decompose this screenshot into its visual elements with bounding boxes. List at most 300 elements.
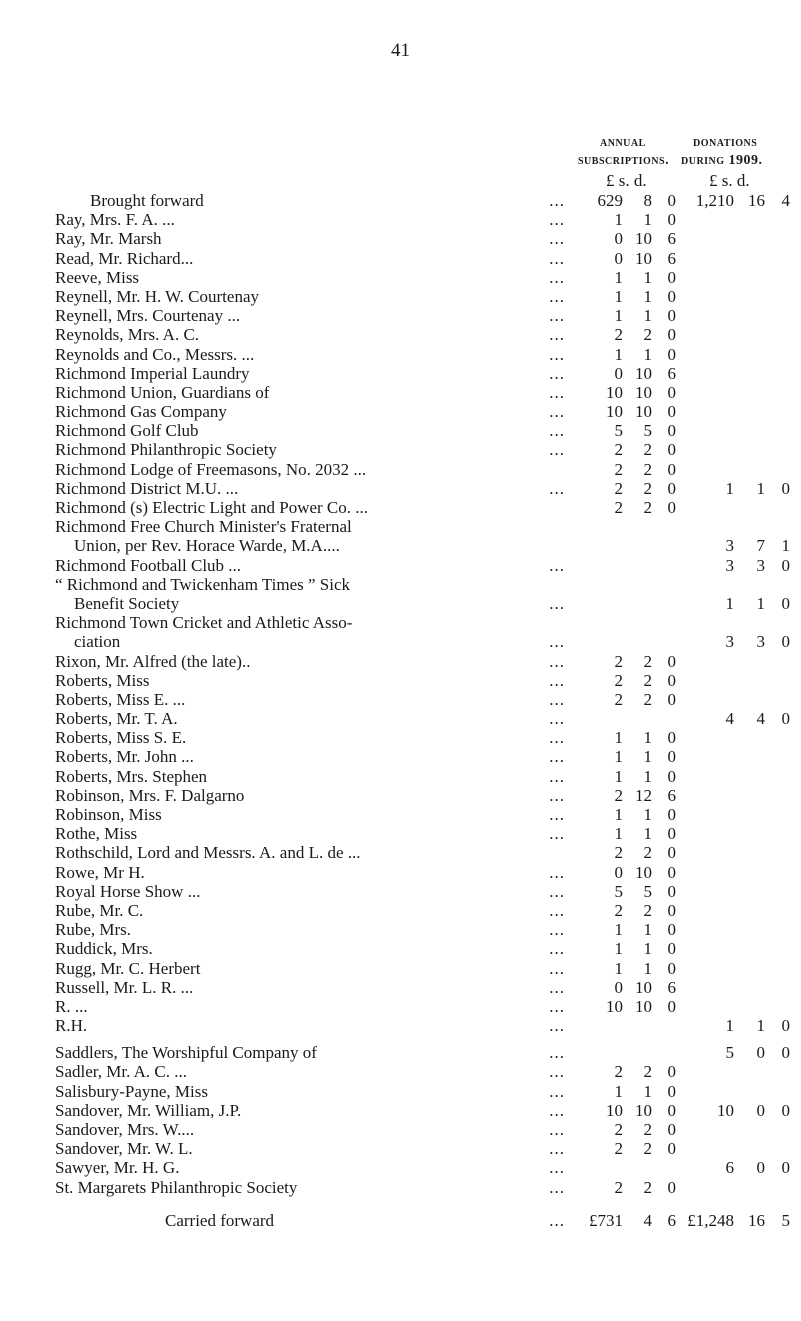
- donation-pence: 0: [781, 593, 790, 613]
- ledger-row: [0, 479, 801, 498]
- subscription-pounds: 1: [614, 958, 623, 978]
- donation-shillings: 0: [756, 1100, 765, 1120]
- subscription-pounds: 1: [614, 344, 623, 364]
- subscription-shillings: 5: [643, 421, 652, 441]
- subscription-pounds: 1: [614, 824, 623, 844]
- subscription-pounds: 0: [614, 229, 623, 249]
- subscription-pence: 0: [667, 286, 676, 306]
- subscription-shillings: 8: [643, 191, 652, 210]
- ledger-row: [0, 747, 801, 766]
- dot-leader: ...: [549, 402, 565, 422]
- donation-pence: 0: [781, 555, 790, 575]
- dot-leader: ...: [549, 900, 565, 920]
- subscriber-name: Reynell, Mr. H. W. Courtenay: [55, 286, 259, 306]
- dot-leader: ...: [549, 862, 565, 882]
- subscription-pence: 0: [667, 766, 676, 786]
- subscription-shillings: 1: [643, 286, 652, 306]
- subscription-pounds: 0: [614, 363, 623, 383]
- donation-shillings: 7: [756, 536, 765, 556]
- subscription-pence: 0: [667, 402, 676, 422]
- subscription-shillings: 1: [643, 939, 652, 959]
- subscription-shillings: 10: [635, 1100, 652, 1120]
- subscriber-name: Richmond Philanthropic Society: [55, 440, 277, 460]
- subscription-shillings: 2: [643, 651, 652, 671]
- subscription-pounds: 629: [597, 191, 623, 210]
- dot-leader: ...: [549, 191, 565, 210]
- donation-pounds: 6: [725, 1158, 734, 1178]
- subscription-pounds: 2: [614, 1062, 623, 1082]
- donation-pounds: 3: [725, 632, 734, 652]
- subscriber-name: Richmond Lodge of Freemasons, No. 2032 ...: [55, 459, 367, 479]
- section-spacer: [0, 1035, 801, 1043]
- subscription-pounds: 1: [614, 805, 623, 824]
- subscription-pence: 0: [667, 939, 676, 959]
- subscriber-name: Rugg, Mr. C. Herbert: [55, 958, 201, 978]
- ledger-row: [0, 959, 801, 978]
- subscription-pounds: 2: [614, 1177, 623, 1197]
- subscription-shillings: 10: [635, 363, 652, 383]
- donation-shillings: 3: [756, 555, 765, 575]
- subscription-pence: 0: [667, 651, 676, 671]
- dot-leader: ...: [549, 1016, 565, 1036]
- page-number: 41: [391, 40, 410, 61]
- ledger-row: [0, 287, 801, 306]
- subscription-shillings: 4: [643, 1210, 652, 1230]
- subscription-shillings: 1: [643, 766, 652, 786]
- subscription-shillings: 2: [643, 478, 652, 498]
- subscription-pounds: 2: [614, 651, 623, 671]
- subscription-shillings: 1: [643, 210, 652, 230]
- subscriber-name: Sawyer, Mr. H. G.: [55, 1158, 180, 1178]
- ledger-row: [0, 306, 801, 325]
- ledger-row: [0, 594, 801, 613]
- dot-leader: ...: [549, 747, 565, 767]
- dot-leader: ...: [549, 1120, 565, 1139]
- dot-leader: ...: [549, 344, 565, 364]
- dot-leader: ...: [549, 958, 565, 978]
- ledger-row: [0, 939, 801, 958]
- subscriber-name: Robinson, Miss: [55, 805, 162, 824]
- subscription-pence: 0: [667, 344, 676, 364]
- dot-leader: ...: [549, 382, 565, 402]
- ledger-row: [0, 556, 801, 575]
- subscription-pence: 0: [667, 325, 676, 345]
- subscription-pounds: 2: [614, 689, 623, 709]
- donations-currency-header: £ s. d.: [709, 171, 750, 190]
- dot-leader: ...: [549, 824, 565, 844]
- donation-shillings: 1: [756, 1016, 765, 1036]
- ledger-row: [0, 709, 801, 728]
- subscriber-name: Roberts, Mr. T. A.: [55, 709, 178, 729]
- subscriber-name: St. Margarets Philanthropic Society: [55, 1177, 298, 1197]
- dot-leader: ...: [549, 939, 565, 959]
- ledger-row: [0, 843, 801, 862]
- subscriber-name: Ray, Mrs. F. A. ...: [55, 210, 175, 230]
- dot-leader: ...: [549, 306, 565, 326]
- subscriber-name: Roberts, Mrs. Stephen: [55, 766, 208, 786]
- subscription-pounds: 1: [614, 210, 623, 230]
- subscription-pounds: 2: [614, 498, 623, 517]
- ledger-row: [0, 805, 801, 824]
- subscription-shillings: 10: [635, 862, 652, 882]
- dot-leader: ...: [549, 1177, 565, 1197]
- subscription-pounds: 1: [614, 286, 623, 306]
- subscription-shillings: 1: [643, 920, 652, 940]
- donation-pence: 0: [781, 1100, 790, 1120]
- subscription-pounds: 1: [614, 939, 623, 959]
- subscription-pence: 0: [667, 498, 676, 517]
- dot-leader: ...: [549, 1210, 565, 1230]
- donation-pounds: 10: [717, 1100, 734, 1120]
- ledger-row: [0, 345, 801, 364]
- subscription-pence: 0: [667, 958, 676, 978]
- ledger-row: [0, 613, 801, 632]
- subscription-pounds: 5: [614, 881, 623, 901]
- subscriptions-header: subscriptions.: [578, 153, 670, 168]
- subscription-shillings: 10: [635, 977, 652, 997]
- subscription-shillings: 10: [635, 248, 652, 268]
- subscription-shillings: 2: [643, 689, 652, 709]
- subscriber-name: Rowe, Mr H.: [55, 862, 145, 882]
- donation-shillings: 0: [756, 1043, 765, 1063]
- ledger-row: [0, 690, 801, 709]
- subscription-pounds: 2: [614, 900, 623, 920]
- dot-leader: ...: [549, 785, 565, 805]
- ledger-rows: [0, 191, 801, 1230]
- subscription-shillings: 2: [643, 843, 652, 863]
- donation-shillings: 1: [756, 593, 765, 613]
- subscription-shillings: 2: [643, 1120, 652, 1139]
- subscriber-name: Sandover, Mr. William, J.P.: [55, 1100, 242, 1120]
- dot-leader: ...: [549, 363, 565, 383]
- donation-shillings: 0: [756, 1158, 765, 1178]
- subscription-pence: 0: [667, 1120, 676, 1139]
- subscription-pounds: 1: [614, 728, 623, 748]
- subscription-pence: 0: [667, 805, 676, 824]
- subscription-pence: 0: [667, 421, 676, 441]
- subscription-pence: 0: [667, 1062, 676, 1082]
- donation-pence: 5: [781, 1210, 790, 1230]
- ledger-row: [0, 210, 801, 229]
- subscription-pounds: 1: [614, 267, 623, 287]
- subscription-pence: 6: [667, 229, 676, 249]
- during-header: during 1909.: [681, 153, 763, 168]
- subscriber-name: Rixon, Mr. Alfred (the late)..: [55, 651, 251, 671]
- subscriber-name: Union, per Rev. Horace Warde, M.A....: [74, 536, 340, 556]
- subscription-shillings: 2: [643, 670, 652, 690]
- ledger-row: [0, 632, 801, 651]
- subscription-pounds: 2: [614, 1139, 623, 1159]
- subscription-pounds: £731: [589, 1210, 623, 1230]
- ledger-row: [0, 460, 801, 479]
- donation-pence: 1: [781, 536, 790, 556]
- subscription-shillings: 2: [643, 440, 652, 460]
- subscription-pounds: 1: [614, 306, 623, 326]
- ledger-row: [0, 1178, 801, 1197]
- dot-leader: ...: [549, 440, 565, 460]
- subscription-pence: 0: [667, 382, 676, 402]
- subscription-pence: 6: [667, 977, 676, 997]
- subscriber-name: Russell, Mr. L. R. ...: [55, 977, 194, 997]
- donation-shillings: 16: [748, 191, 765, 210]
- dot-leader: ...: [549, 1062, 565, 1082]
- ledger-row: [0, 863, 801, 882]
- dot-leader: ...: [549, 920, 565, 940]
- ledger-row: [0, 249, 801, 268]
- donation-pence: 4: [781, 191, 790, 210]
- ledger-row: [0, 728, 801, 747]
- subscription-pounds: 2: [614, 440, 623, 460]
- subscriber-name: Ruddick, Mrs.: [55, 939, 153, 959]
- dot-leader: ...: [549, 881, 565, 901]
- subscription-pounds: 10: [606, 402, 623, 422]
- ledger-row: [0, 421, 801, 440]
- dot-leader: ...: [549, 267, 565, 287]
- subscriber-name: Roberts, Miss S. E.: [55, 728, 187, 748]
- subscription-pence: 0: [667, 862, 676, 882]
- subscription-pence: 0: [667, 267, 676, 287]
- ledger-row: [0, 536, 801, 555]
- ledger-row: [0, 575, 801, 594]
- subscription-pounds: 2: [614, 1120, 623, 1139]
- subscriber-name: Richmond Gas Company: [55, 402, 227, 422]
- subscriber-name: Read, Mr. Richard...: [55, 248, 194, 268]
- subscription-shillings: 1: [643, 728, 652, 748]
- subscription-pence: 6: [667, 363, 676, 383]
- dot-leader: ...: [549, 651, 565, 671]
- donation-pence: 0: [781, 478, 790, 498]
- subscription-shillings: 1: [643, 747, 652, 767]
- subscription-shillings: 2: [643, 325, 652, 345]
- dot-leader: ...: [549, 670, 565, 690]
- ledger-row: [0, 1101, 801, 1120]
- dot-leader: ...: [549, 593, 565, 613]
- ledger-row: [0, 383, 801, 402]
- subscriber-name: Roberts, Miss: [55, 670, 150, 690]
- ledger-row: [0, 882, 801, 901]
- subscription-pence: 0: [667, 1139, 676, 1159]
- subscription-pence: 0: [667, 728, 676, 748]
- dot-leader: ...: [549, 996, 565, 1016]
- subscription-shillings: 1: [643, 824, 652, 844]
- dot-leader: ...: [549, 689, 565, 709]
- donations-header: donations: [693, 135, 758, 150]
- ledger-row: [0, 786, 801, 805]
- subscription-shillings: 2: [643, 900, 652, 920]
- donation-pounds: 3: [725, 536, 734, 556]
- dot-leader: ...: [549, 709, 565, 729]
- donation-pence: 0: [781, 1158, 790, 1178]
- dot-leader: ...: [549, 229, 565, 249]
- carried-forward-label: Carried forward: [165, 1210, 275, 1230]
- subscription-pounds: 10: [606, 996, 623, 1016]
- subscriber-name: Richmond Golf Club: [55, 421, 199, 441]
- subscriber-name: Sadler, Mr. A. C. ...: [55, 1062, 188, 1082]
- subscription-pounds: 1: [614, 766, 623, 786]
- subscription-pence: 0: [667, 843, 676, 863]
- subscription-shillings: 10: [635, 996, 652, 1016]
- ledger-row: [0, 978, 801, 997]
- donation-pounds: 1: [725, 593, 734, 613]
- subscription-shillings: 1: [643, 344, 652, 364]
- subscriber-name: Richmond Union, Guardians of: [55, 382, 270, 402]
- ledger-row: [0, 1120, 801, 1139]
- ledger-row: [0, 402, 801, 421]
- subscription-pounds: 5: [614, 421, 623, 441]
- ledger-row: [0, 1043, 801, 1062]
- subscriber-name: R. ...: [55, 996, 88, 1016]
- donation-pence: 0: [781, 709, 790, 729]
- subscription-pounds: 1: [614, 1081, 623, 1101]
- subscription-pounds: 2: [614, 670, 623, 690]
- subscriber-name: ciation: [74, 632, 121, 652]
- subscription-pence: 0: [667, 478, 676, 498]
- subscriber-name: Brought forward: [90, 191, 204, 210]
- subscriber-name: Richmond (s) Electric Light and Power Co. ...: [55, 498, 369, 517]
- donation-shillings: 3: [756, 632, 765, 652]
- subscription-pounds: 0: [614, 862, 623, 882]
- ledger-row: [0, 517, 801, 536]
- dot-leader: ...: [549, 555, 565, 575]
- donation-shillings: 4: [756, 709, 765, 729]
- subscriber-name: Salisbury-Payne, Miss: [55, 1081, 208, 1101]
- dot-leader: ...: [549, 632, 565, 652]
- subscriber-name: Benefit Society: [74, 593, 180, 613]
- subscription-shillings: 2: [643, 1062, 652, 1082]
- ledger-row: [0, 824, 801, 843]
- subscription-pounds: 1: [614, 747, 623, 767]
- subscription-pence: 0: [667, 210, 676, 230]
- subscription-pence: 0: [667, 747, 676, 767]
- ledger-row: [0, 229, 801, 248]
- ledger-row: [0, 191, 801, 210]
- dot-leader: ...: [549, 805, 565, 824]
- ledger-row: [0, 997, 801, 1016]
- subscriber-name: Reynell, Mrs. Courtenay ...: [55, 306, 241, 326]
- donation-pence: 0: [781, 1016, 790, 1036]
- dot-leader: ...: [549, 766, 565, 786]
- donation-pounds: 1,210: [695, 191, 734, 210]
- subscription-pence: 0: [667, 1081, 676, 1101]
- ledger-row: [0, 1016, 801, 1035]
- subscription-shillings: 2: [643, 498, 652, 517]
- subscription-pence: 0: [667, 689, 676, 709]
- subscriber-name: Royal Horse Show ...: [55, 881, 201, 901]
- subscription-shillings: 1: [643, 805, 652, 824]
- subscriber-name: Reeve, Miss: [55, 267, 140, 287]
- ledger-row: [0, 268, 801, 287]
- subscription-pence: 0: [667, 824, 676, 844]
- dot-leader: ...: [549, 248, 565, 268]
- subscriber-name: Richmond Football Club ...: [55, 555, 242, 575]
- subscriber-name: Richmond District M.U. ...: [55, 478, 239, 498]
- ledger-row: [0, 1158, 801, 1177]
- subscription-pence: 0: [667, 900, 676, 920]
- subscription-pounds: 0: [614, 248, 623, 268]
- subscription-pounds: 2: [614, 785, 623, 805]
- dot-leader: ...: [549, 210, 565, 230]
- subscription-shillings: 1: [643, 958, 652, 978]
- ledger-row: [0, 1082, 801, 1101]
- subscriber-name: Rube, Mrs.: [55, 920, 132, 940]
- donation-pounds: £1,248: [687, 1210, 734, 1230]
- donation-pounds: 3: [725, 555, 734, 575]
- dot-leader: ...: [549, 1139, 565, 1159]
- subscriber-name: Richmond Town Cricket and Athletic Asso-: [55, 613, 353, 633]
- ledger-row: [0, 498, 801, 517]
- subscription-pounds: 1: [614, 920, 623, 940]
- subscription-pence: 0: [667, 306, 676, 326]
- dot-leader: ...: [549, 977, 565, 997]
- subscriber-name: Roberts, Mr. John ...: [55, 747, 194, 767]
- dot-leader: ...: [549, 1158, 565, 1178]
- donation-shillings: 1: [756, 478, 765, 498]
- subscription-shillings: 2: [643, 1139, 652, 1159]
- subscriber-name: R.H.: [55, 1016, 88, 1036]
- subscription-pence: 6: [667, 248, 676, 268]
- dot-leader: ...: [549, 325, 565, 345]
- donation-pounds: 5: [725, 1043, 734, 1063]
- dot-leader: ...: [549, 286, 565, 306]
- subscription-pence: 0: [667, 191, 676, 210]
- ledger-row: [0, 440, 801, 459]
- subscriber-name: Rothe, Miss: [55, 824, 138, 844]
- dot-leader: ...: [549, 728, 565, 748]
- ledger-row: [0, 1139, 801, 1158]
- ledger-row: [0, 1062, 801, 1081]
- carried-forward-row: [0, 1211, 801, 1230]
- dot-leader: ...: [549, 1081, 565, 1101]
- subscriber-name: Rothschild, Lord and Messrs. A. and L. de ...: [55, 843, 361, 863]
- subscriber-name: Ray, Mr. Marsh: [55, 229, 162, 249]
- subscription-pence: 0: [667, 1177, 676, 1197]
- dot-leader: ...: [549, 421, 565, 441]
- subscriber-name: Reynolds and Co., Messrs. ...: [55, 344, 255, 364]
- subscription-shillings: 1: [643, 306, 652, 326]
- subscriber-name: Sandover, Mr. W. L.: [55, 1139, 193, 1159]
- subscriber-name: Robinson, Mrs. F. Dalgarno: [55, 785, 245, 805]
- subscriber-name: Reynolds, Mrs. A. C.: [55, 325, 200, 345]
- subscription-shillings: 1: [643, 1081, 652, 1101]
- subscription-pounds: 2: [614, 843, 623, 863]
- subscription-pounds: 2: [614, 459, 623, 479]
- subscription-shillings: 10: [635, 229, 652, 249]
- subscriber-name: Richmond Imperial Laundry: [55, 363, 250, 383]
- subscription-shillings: 12: [635, 785, 652, 805]
- ledger-row: [0, 671, 801, 690]
- ledger-row: [0, 920, 801, 939]
- subscriber-name: Rube, Mr. C.: [55, 900, 144, 920]
- subscription-pounds: 2: [614, 325, 623, 345]
- subscription-pence: 0: [667, 459, 676, 479]
- subscriber-name: Saddlers, The Worshipful Company of: [55, 1043, 317, 1063]
- subscription-pence: 6: [667, 1210, 676, 1230]
- subscription-shillings: 10: [635, 382, 652, 402]
- subscription-pounds: 0: [614, 977, 623, 997]
- subscriber-name: Richmond Free Church Minister's Fraternal: [55, 517, 352, 537]
- annual-header: annual: [600, 135, 646, 150]
- subscription-pence: 6: [667, 785, 676, 805]
- subscription-shillings: 2: [643, 1177, 652, 1197]
- subscriber-name: “ Richmond and Twickenham Times ” Sick: [55, 574, 351, 594]
- subscription-pence: 0: [667, 996, 676, 1016]
- subscription-pence: 0: [667, 670, 676, 690]
- subscription-shillings: 5: [643, 881, 652, 901]
- subscription-pounds: 2: [614, 478, 623, 498]
- donation-shillings: 16: [748, 1210, 765, 1230]
- dot-leader: ...: [549, 1100, 565, 1120]
- subscriptions-currency-header: £ s. d.: [606, 171, 647, 190]
